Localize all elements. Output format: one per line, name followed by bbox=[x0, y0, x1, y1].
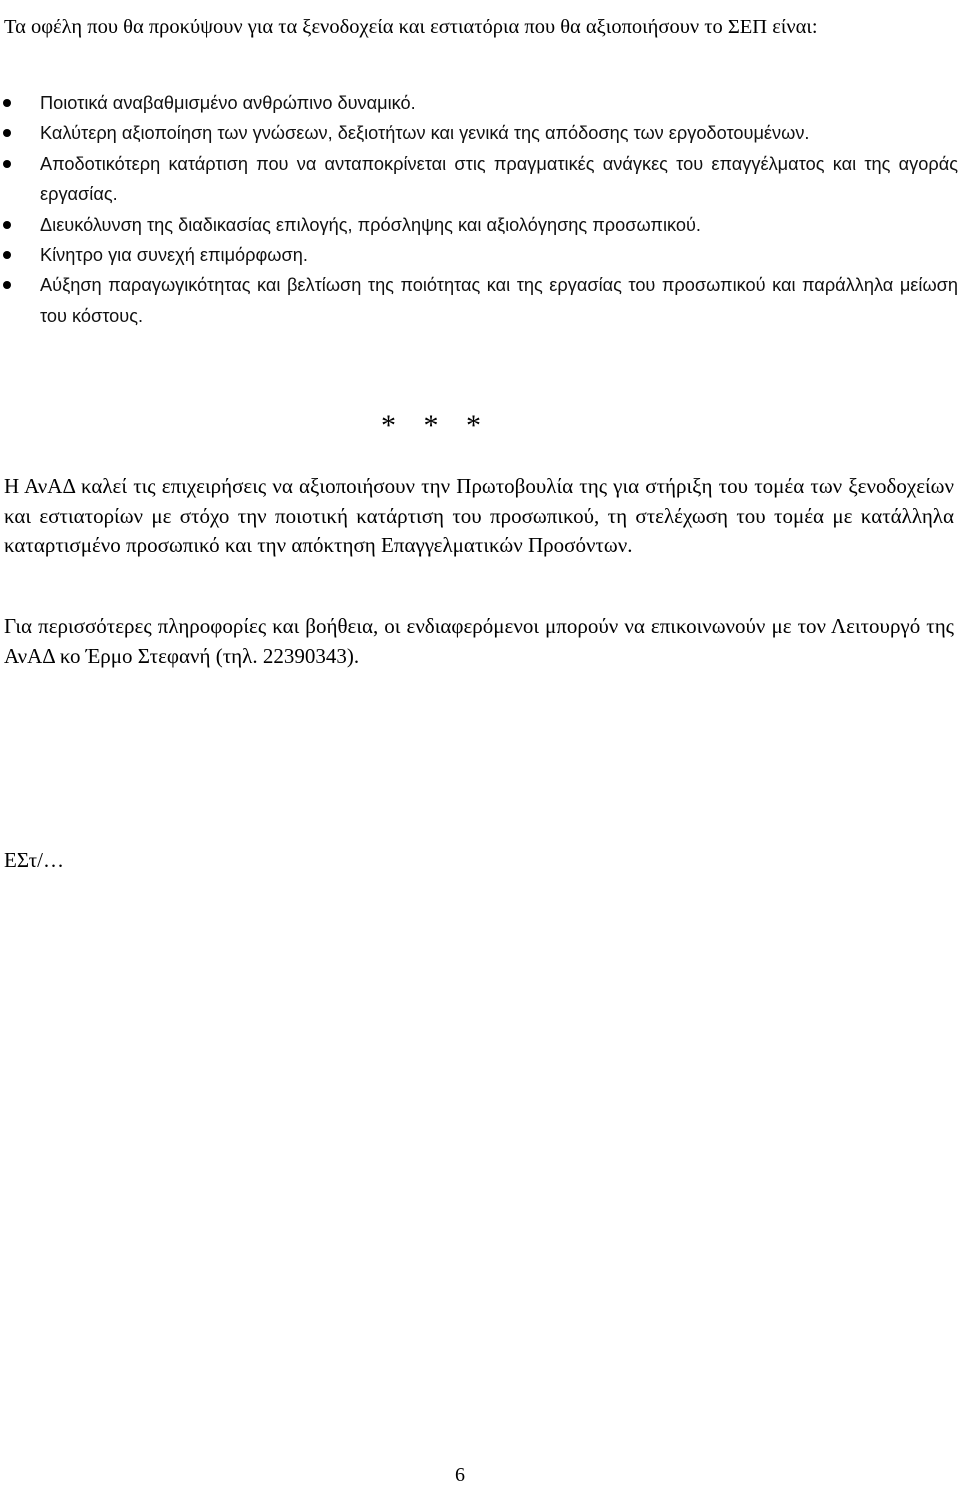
list-item-text: Ποιοτικά αναβαθμισμένο ανθρώπινο δυναμικό. bbox=[40, 93, 416, 113]
bullet-icon bbox=[3, 160, 11, 168]
list-item bbox=[0, 210, 958, 240]
list-item-text: Διευκόλυνση της διαδικασίας επιλογής, πρόσληψης και αξιολόγησης προσωπικού. bbox=[40, 214, 701, 235]
bullet-icon bbox=[3, 221, 11, 229]
contact-paragraph: Για περισσότερες πληροφορίες και βοήθεια, οι ενδιαφερόμενοι μπορούν να επικοινωνούν με τον Λειτουργό της ΑνΑΔ κο Έρμο Στεφανή (τηλ. 22390343). bbox=[4, 614, 954, 668]
list-item bbox=[0, 88, 958, 118]
list-item bbox=[0, 270, 958, 331]
reference-code: ΕΣτ/… bbox=[4, 848, 64, 872]
list-item-text: Αύξηση παραγωγικότητας και βελτίωση της ποιότητας και της εργασίας του προσωπικού και παράλληλα μείωση του κόστους. bbox=[40, 275, 958, 326]
section-separator: * * * bbox=[381, 409, 491, 442]
intro-paragraph: Τα οφέλη που θα προκύψουν για τα ξενοδοχεία και εστιατόρια που θα αξιοποιήσουν το ΣΕΠ είναι: bbox=[4, 16, 818, 38]
list-item bbox=[0, 240, 958, 270]
page-number: 6 bbox=[455, 1464, 465, 1486]
body-paragraph: Η ΑνΑΔ καλεί τις επιχειρήσεις να αξιοποιήσουν την Πρωτοβουλία της για στήριξη του τομέα των ξενοδοχείων και εστιατορίων με στόχο την ποιοτική κατάρτιση του προσωπικού, τη στελέχωση του τομέα με κατάλληλα καταρτισμένο προσωπικό και την απόκτηση Επαγγελματικών Προσόντων. bbox=[4, 474, 954, 557]
list-item-text: Κίνητρο για συνεχή επιμόρφωση. bbox=[40, 245, 308, 266]
bullet-icon bbox=[3, 251, 11, 259]
list-item bbox=[0, 118, 958, 148]
list-item bbox=[0, 149, 958, 210]
list-item-text: Καλύτερη αξιοποίηση των γνώσεων, δεξιοτήτων και γενικά της απόδοσης των εργοδοτουμένων. bbox=[40, 123, 810, 144]
list-item-text: Αποδοτικότερη κατάρτιση που να ανταποκρίνεται στις πραγματικές ανάγκες του επαγγέλματος και της αγοράς εργασίας. bbox=[40, 153, 958, 205]
bullet-icon bbox=[3, 281, 11, 289]
benefits-list bbox=[0, 88, 958, 331]
bullet-icon bbox=[3, 99, 11, 107]
bullet-icon bbox=[3, 129, 11, 137]
